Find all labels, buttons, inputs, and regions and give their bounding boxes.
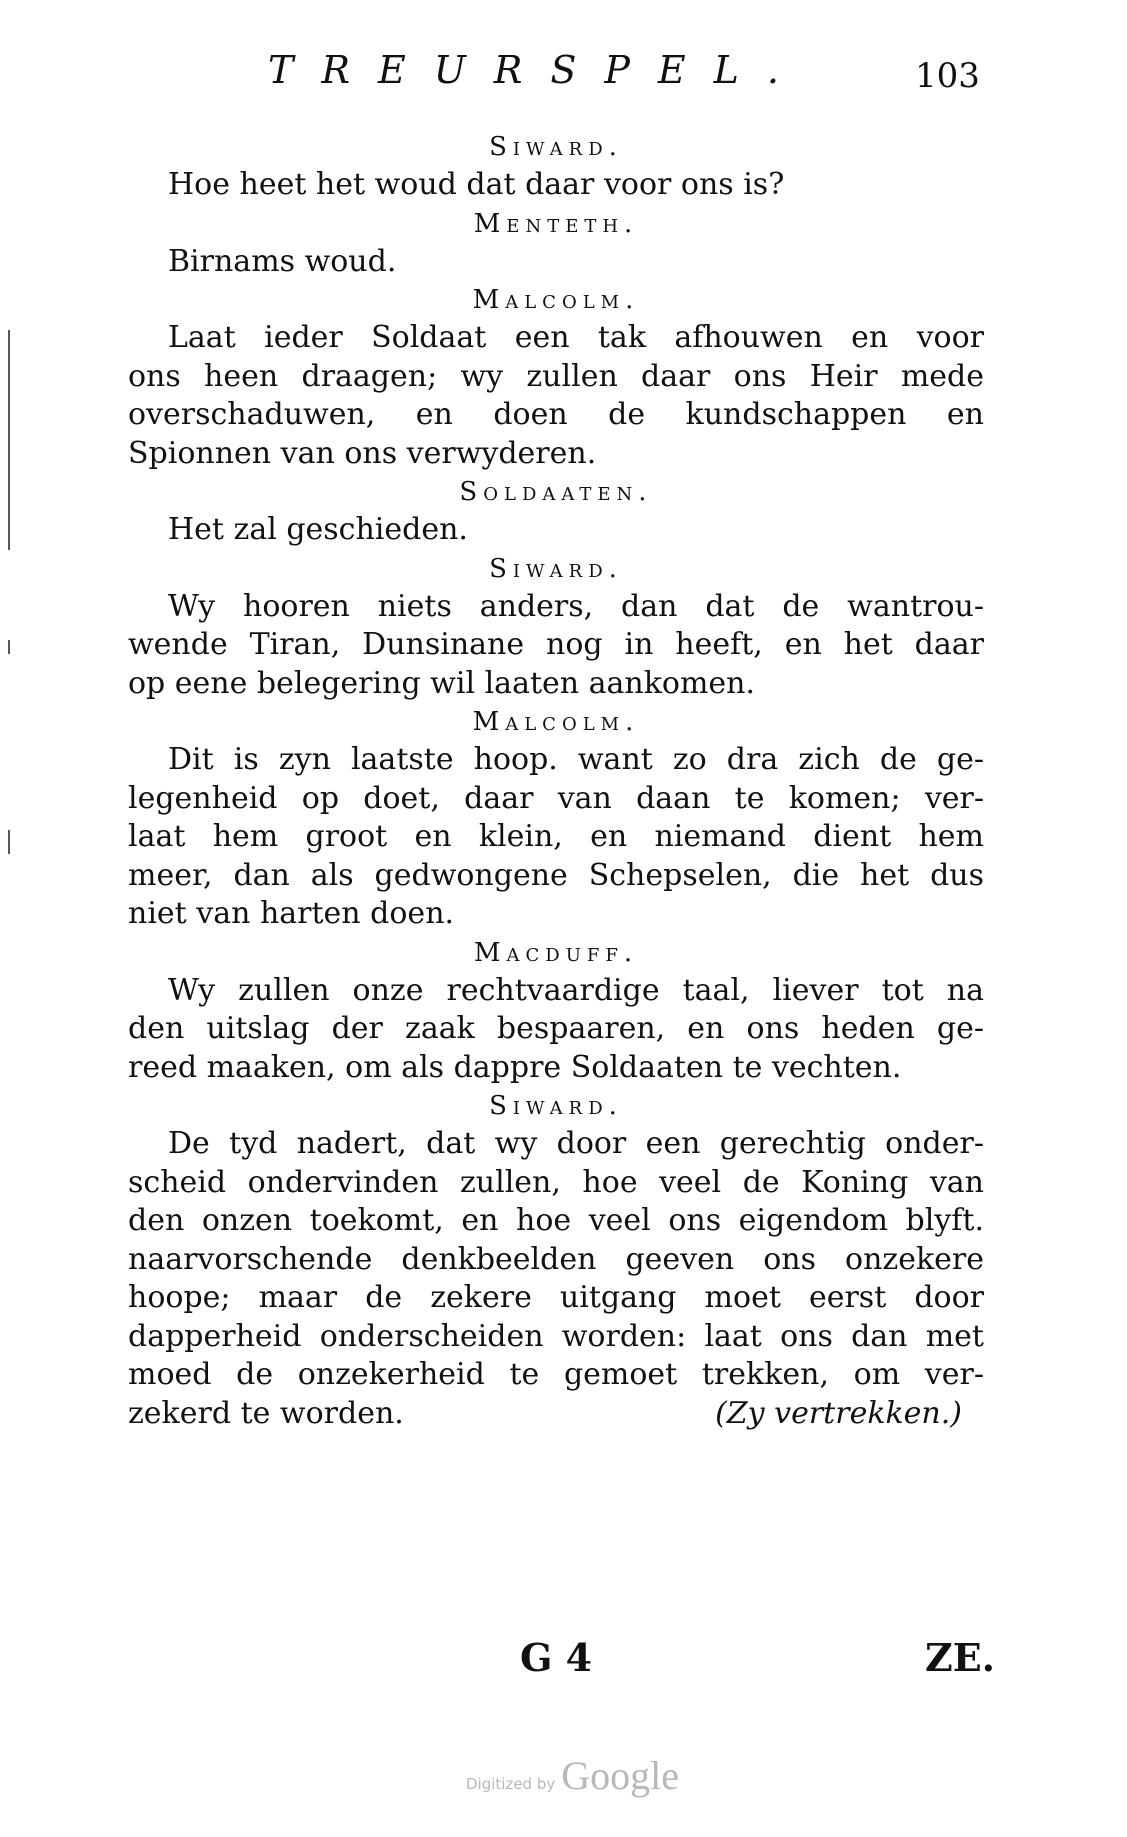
text-line: Laat ieder Soldaat een tak afhouwen en voor	[168, 320, 984, 355]
speaker-name: Siward.	[489, 132, 623, 162]
text-line: Wy hooren niets anders, dan dat de wantrou-	[168, 588, 984, 624]
text-line: wende Tiran, Dunsinane nog in heeft, en het daar	[128, 627, 984, 662]
text-line: naarvorschende denkbeelden geeven ons onzekere	[128, 1241, 984, 1277]
speaker-name: Menteth.	[473, 208, 639, 239]
text-line: Spionnen van ons verwyderen.	[128, 435, 597, 471]
text-line: ons heen draagen; wy zullen daar ons Heir mede	[128, 358, 984, 394]
margin-mark	[8, 640, 10, 654]
digitized-prefix: Digitized by	[466, 1775, 556, 1793]
google-logo: Google	[561, 1753, 680, 1798]
speaker-name: Malcolm.	[472, 285, 640, 315]
text-line: hoope; maar de zekere uitgang moet eerst door	[128, 1280, 984, 1315]
text-line: meer, dan als gedwongene Schepselen, die het dus	[128, 857, 984, 893]
digitized-by-watermark	[466, 1752, 679, 1799]
speaker-name: Siward.	[489, 1091, 623, 1121]
body-text	[128, 128, 984, 1433]
speaker-name: Siward.	[489, 553, 623, 584]
text-line: Hoe heet het woud dat daar voor ons is?	[168, 167, 785, 202]
speaker-name: Macduff.	[473, 937, 639, 968]
catchword: ZE.	[925, 1635, 995, 1680]
text-line: Dit is zyn laatste hoop. want zo dra zich de ge-	[168, 742, 984, 777]
speaker-name: Malcolm.	[472, 707, 640, 737]
margin-mark	[8, 830, 10, 854]
text-line: reed maaken, om als dappre Soldaaten te vechten.	[128, 1049, 902, 1085]
text-line: scheid ondervinden zullen, hoe veel de Koning van	[128, 1164, 984, 1200]
text-line	[128, 1395, 984, 1434]
text-line: den uitslag der zaak bespaaren, en ons heden ge-	[128, 1011, 984, 1046]
line-text: zekerd te worden.	[128, 1395, 404, 1431]
text-line: den onzen toekomt, en hoe veel ons eigendom blyft.	[128, 1203, 984, 1238]
text-line: laat hem groot en klein, en niemand dient hem	[128, 819, 984, 854]
running-title: TREURSPEL.	[268, 48, 807, 92]
signature-mark: G 4	[520, 1635, 593, 1680]
text-line: Birnams woud.	[168, 243, 397, 279]
stage-direction: (Zy vertrekken.)	[715, 1395, 962, 1431]
page-number: 103	[915, 56, 980, 96]
speaker-name: Soldaaten.	[459, 477, 653, 507]
text-line: Het zal geschieden.	[168, 512, 468, 547]
text-line: Wy zullen onze rechtvaardige taal, liever tot na	[168, 972, 984, 1008]
text-line: overschaduwen, en doen de kundschappen en	[128, 397, 984, 432]
text-line: legenheid op doet, daar van daan te komen; ver-	[128, 780, 984, 816]
text-line: dapperheid onderscheiden worden: laat ons dan met	[128, 1318, 984, 1354]
text-line: niet van harten doen.	[128, 896, 455, 931]
text-line: op eene belegering wil laaten aankomen.	[128, 665, 756, 701]
text-line: moed de onzekerheid te gemoet trekken, om ver-	[128, 1357, 984, 1392]
margin-mark	[8, 330, 10, 550]
text-line: De tyd nadert, dat wy door een gerechtig onder-	[168, 1126, 984, 1161]
